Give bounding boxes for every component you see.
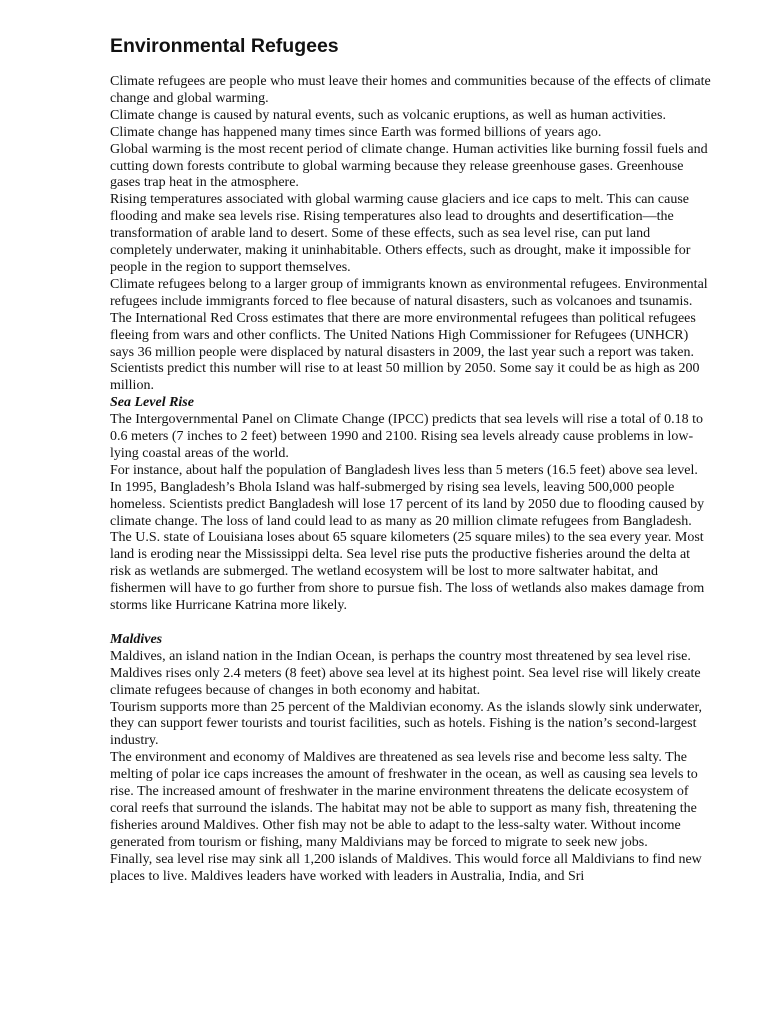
sea-level-paragraph: The Intergovernmental Panel on Climate Change (IPCC) predicts that sea levels will rise a total of 0.18 to 0.6 meters (7 inches to 2 feet) between 1990 and 2100. Rising sea levels already cause problems in low-lying coastal areas of the world. bbox=[110, 412, 704, 461]
document-body bbox=[110, 74, 712, 885]
maldives-paragraph: Finally, sea level rise may sink all 1,200 islands of Maldives. This would force all Maldivians to find new places to live. Maldives leaders have worked with leaders in Australia, India, and Sri bbox=[110, 851, 702, 884]
section-spacer bbox=[110, 615, 712, 632]
section-heading-sea-level-rise: Sea Level Rise bbox=[110, 395, 194, 411]
maldives-paragraph: Tourism supports more than 25 percent of the Maldivian economy. As the islands slowly sink underwater, they can support fewer tourists and tourist facilities, such as hotels. Fishing is the nation’s second-largest industry. bbox=[110, 699, 703, 749]
intro-paragraph: Rising temperatures associated with global warming cause glaciers and ice caps to melt. This can cause flooding and make sea levels rise. Rising temperatures also lead to droughts and desertification—the transformation of arable land to desert. Some of these effects, such as sea level rise, can put land completely underwater, making it uninhabitable. Others effects, such as drought, make it impossible for people in the region to support themselves. bbox=[110, 192, 691, 275]
sea-level-paragraph: The U.S. state of Louisiana loses about 65 square kilometers (25 square miles) to the sea every year. Most land is eroding near the Mississippi delta. Sea level rise puts the productive fisheries around the delta at risk as wetlands are submerged. The wetland ecosystem will be lost to more saltwater habitat, and fishermen will have to go further from shore to pursue fish. The loss of wetlands also makes damage from storms like Hurricane Katrina more likely. bbox=[110, 530, 705, 614]
intro-paragraph: Climate change is caused by natural events, such as volcanic eruptions, as well as human activities. Climate change has happened many times since Earth was formed billions of years ago. bbox=[110, 107, 666, 140]
maldives-paragraph: Maldives, an island nation in the Indian Ocean, is perhaps the country most threatened by sea level rise. Maldives rises only 2.4 meters (8 feet) above sea level at its highest point. Sea level rise will likely create climate refugees because of changes in both economy and habitat. bbox=[110, 648, 701, 698]
document-title: Environmental Refugees bbox=[110, 35, 339, 57]
sea-level-paragraph: For instance, about half the population of Bangladesh lives less than 5 meters (16.5 feet) above sea level. In 1995, Bangladesh’s Bhola Island was half-submerged by rising sea levels, leaving 500,000 people homeless. Scientists predict Bangladesh will lose 17 percent of its land by 2050 due to flooding caused by climate change. The loss of land could lead to as many as 20 million climate refugees from Bangladesh. bbox=[110, 462, 705, 529]
intro-paragraph: Global warming is the most recent period of climate change. Human activities like burning fossil fuels and cutting down forests contribute to global warming because they release greenhouse gases. Greenhouse gases trap heat in the atmosphere. bbox=[110, 141, 708, 191]
intro-paragraph: Climate refugees belong to a larger group of immigrants known as environmental refugees. Environmental refugees include immigrants forced to flee because of natural disasters, such as volcanoes and tsunamis. bbox=[110, 276, 708, 309]
intro-paragraph: The International Red Cross estimates that there are more environmental refugees than political refugees fleeing from wars and other conflicts. The United Nations High Commissioner for Refugees (UNHCR) says 36 million people were displaced by natural disasters in 2009, the last year such a report was taken. Scientists predict this number will rise to at least 50 million by 2050. Some say it could be as high as 200 million. bbox=[110, 310, 700, 394]
maldives-paragraph: The environment and economy of Maldives are threatened as sea levels rise and become less salty. The melting of polar ice caps increases the amount of freshwater in the ocean, as well as causing sea levels to rise. The increased amount of freshwater in the marine environment threatens the delicate ecosystem of coral reefs that surround the islands. The habitat may not be able to support as many fish, threatening the fisheries around Maldives. Other fish may not be able to adapt to the less-salty water. Without income generated from tourism or fishing, many Maldivians may be forced to migrate to seek new jobs. bbox=[110, 750, 698, 850]
intro-paragraph: Climate refugees are people who must leave their homes and communities because of the effects of climate change and global warming. bbox=[110, 74, 711, 106]
section-heading-maldives: Maldives bbox=[110, 631, 163, 647]
